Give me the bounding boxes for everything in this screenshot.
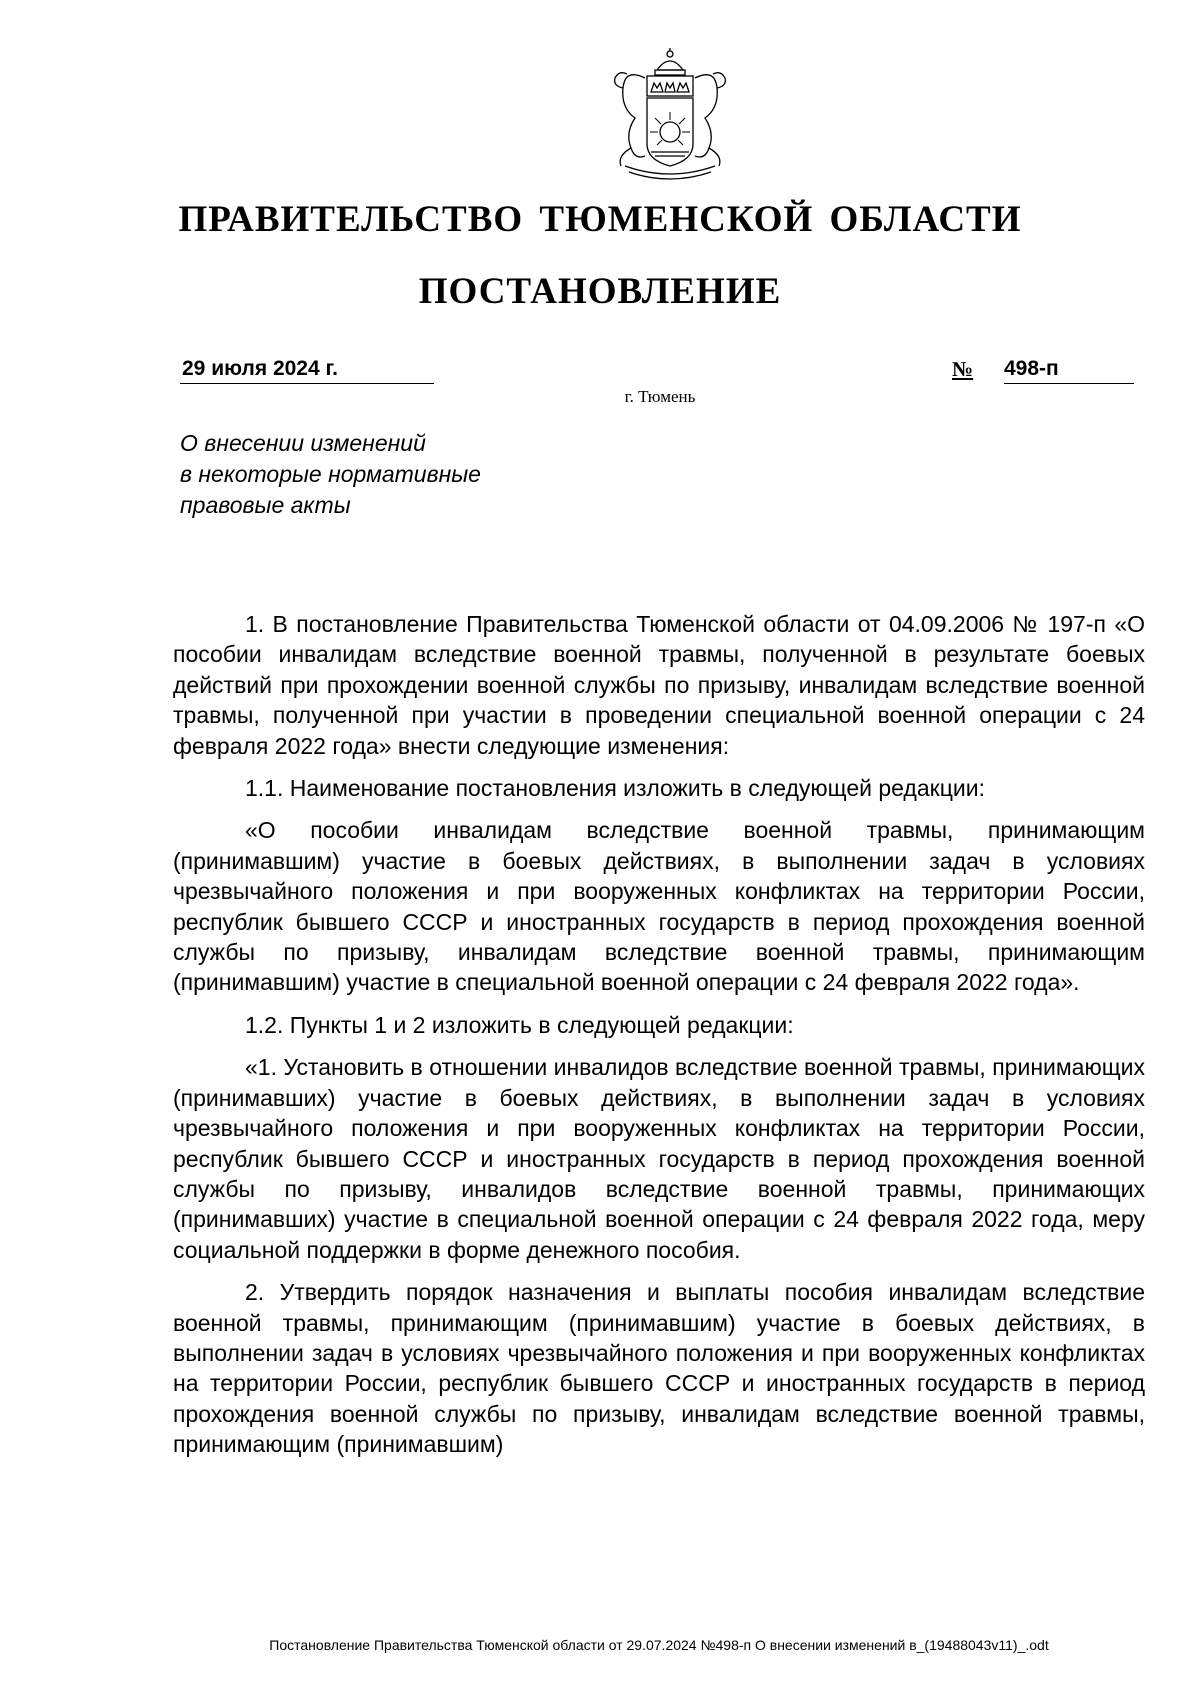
document-subject <box>180 428 600 521</box>
document-body <box>173 609 1145 1472</box>
document-number-field <box>952 357 1134 383</box>
body-paragraph: 1.2. Пункты 1 и 2 изложить в следующей редакции: <box>245 1011 794 1038</box>
body-paragraph: 1. В постановление Правительства Тюменской области от 04.09.2006 № 197-п «О пособии инвалидам вследствие военной травмы, полученной в результате боевых действий при прохождении военной службы по призыву, инвалидам вследствие военной травмы, полученной при участии в проведении специальной военной операции с 24 февраля 2022 года» внести следующие изменения: <box>173 611 1145 759</box>
body-paragraph: 2. Утвердить порядок назначения и выплаты пособия инвалидам вследствие военной травмы, принимающим (принимавшим) участие в боевых действиях, в выполнении задач в условиях чрезвычайного положения и при вооруженных конфликтах на территории России, республик бывшего СССР и иностранных государств в период прохождения военной службы по призыву, инвалидам вследствие военной травмы, принимающим (принимавшим) <box>173 1279 1145 1458</box>
document-date: 29 июля 2024 г. <box>180 357 434 384</box>
body-paragraph: «О пособии инвалидам вследствие военной травмы, принимающим (принимавшим) участие в боевых действиях, в выполнении задач в условиях чрезвычайного положения и при вооруженных конфликтах на территории России, республик бывшего СССР и иностранных государств в период прохождения военной службы по призыву, инвалидам вследствие военной травмы, принимающим (принимавшим) участие в специальной военной операции с 24 февраля 2022 года». <box>173 817 1145 996</box>
page-footer: Постановление Правительства Тюменской области от 29.07.2024 №498-п О внесении изменений в_(19488043v11)_.odt <box>269 1637 1049 1653</box>
body-paragraph: 1.1. Наименование постановления изложить в следующей редакции: <box>245 775 985 802</box>
body-paragraph: «1. Установить в отношении инвалидов вследствие военной травмы, принимающих (принимавших) участие в боевых действиях, в выполнении задач в условиях чрезвычайного положения и при вооруженных конфликтах на территории России, республик бывшего СССР и иностранных государств в период прохождения военной службы по призыву, инвалидов вследствие военной травмы, принимающих (принимавших) участие в специальной военной операции с 24 февраля 2022 года, меру социальной поддержки в форме денежного пособия. <box>173 1054 1145 1263</box>
subject-line: правовые акты <box>180 492 351 518</box>
subject-line: в некоторые нормативные <box>180 461 481 487</box>
subject-line: О внесении изменений <box>180 430 426 456</box>
number-sign: № <box>952 357 974 381</box>
document-city: г. Тюмень <box>624 387 696 406</box>
document-number: 498-п <box>1004 357 1134 384</box>
coat-of-arms-icon <box>595 48 745 183</box>
organization-title: ПРАВИТЕЛЬСТВО ТЮМЕНСКОЙ ОБЛАСТИ <box>178 199 1022 240</box>
document-type-title: ПОСТАНОВЛЕНИЕ <box>418 271 782 312</box>
